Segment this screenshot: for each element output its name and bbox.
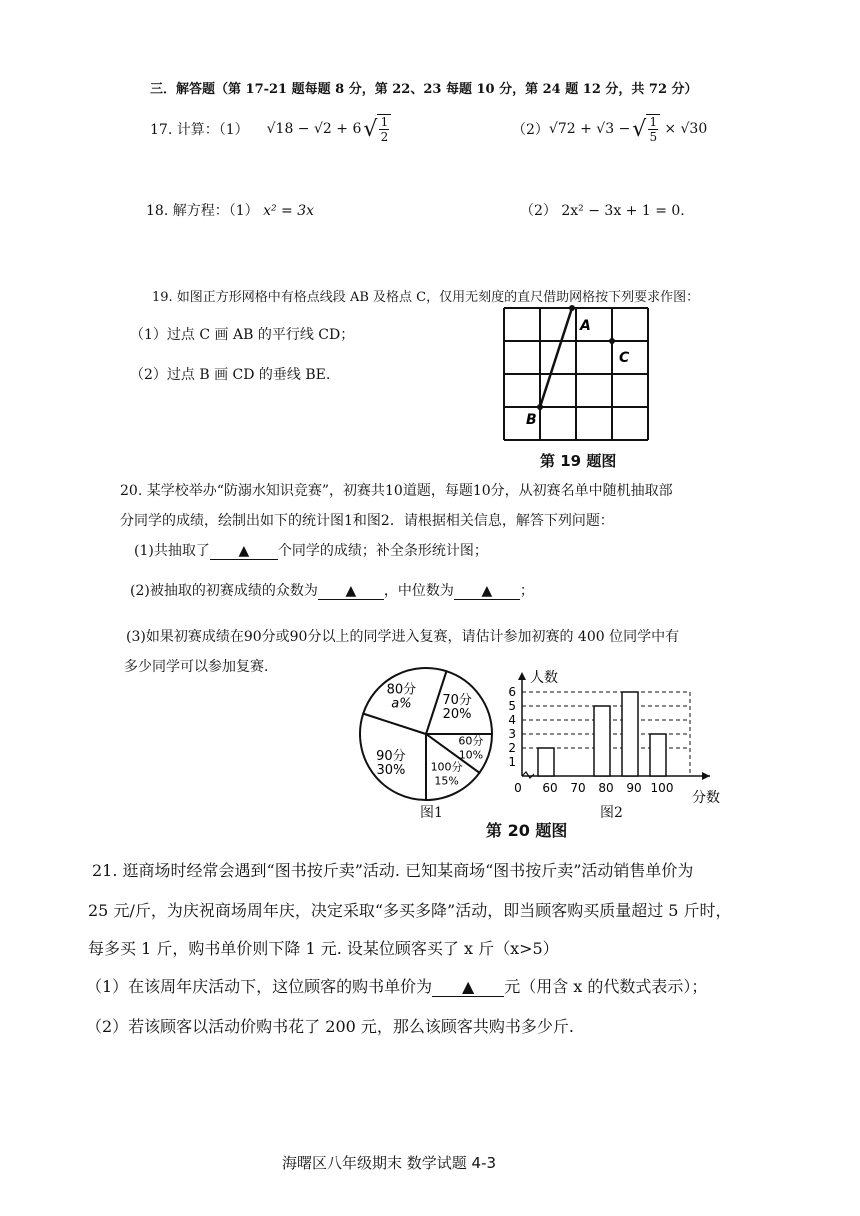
question-21-stem-line3: 每多买 1 斤，购书单价则下降 1 元. 设某位顾客买了 x 斤（x>5） [88, 939, 559, 958]
q19-figure-caption: 第 19 题图 [540, 452, 617, 470]
q20-part1-text-a: (1)共抽取了 [134, 543, 210, 559]
q17-expr2: √72 + √3 − [548, 121, 631, 137]
question-21-part1 [86, 974, 707, 997]
pie-slice-percent: 10% [458, 748, 484, 762]
q17-expr1: √18 − √2 + 6 [266, 121, 362, 137]
fig1-caption: 图1 [420, 805, 443, 821]
y-tick-label: 6 [508, 685, 516, 699]
y-tick-label: 3 [508, 727, 516, 741]
section-header: 三．解答题（第 17-21 题每题 8 分，第 22、23 每题 10 分，第 24 题 12 分，共 72 分） [150, 82, 698, 97]
q17-sqrt-frac-1: √ $\frac{1}{2}$ [363, 114, 391, 144]
bar-chart [500, 664, 750, 804]
q20-part2-text-c: ； [519, 583, 534, 599]
question-17-part2 [512, 114, 707, 144]
question-20-part3-line2: 多少同学可以参加复赛． [124, 659, 278, 675]
y-tick-label: 4 [508, 713, 516, 727]
q21-part1-blank: ▲ [432, 977, 504, 997]
bar [594, 706, 610, 776]
question-19-part1: （1）过点 C 画 AB 的平行线 CD； [130, 327, 355, 343]
q19-grid-figure [500, 304, 660, 450]
x-tick-label: 70 [570, 781, 586, 795]
q17-expr2-tail: × √30 [664, 121, 708, 137]
q20-part2-blank1: ▲ [318, 583, 384, 600]
question-18-part1 [146, 200, 314, 220]
q17-frac1-num: 1 [380, 115, 389, 129]
x-axis-label: 分数 [692, 790, 720, 804]
question-20-part1 [134, 540, 488, 560]
x-tick-label: 80 [598, 781, 614, 795]
y-tick-label: 1 [508, 755, 516, 769]
q17-sqrt-frac-2: √ $\frac{1}{5}$ [632, 114, 660, 144]
q21-part1-text-b: 元（用含 x 的代数式表示）； [504, 977, 708, 996]
fig2-caption: 图2 [600, 805, 623, 821]
question-20-stem-line2: 分同学的成绩，绘制出如下的统计图1和图2．请根据相关信息，解答下列问题： [120, 513, 614, 529]
point-A [569, 305, 575, 311]
segment-AB [540, 308, 572, 407]
q20-part1-blank: ▲ [210, 543, 278, 560]
q21-part1-text-a: （1）在该周年庆活动下，这位顾客的购书单价为 [86, 977, 433, 996]
q18-prefix: 18. 解方程：（1） [146, 203, 259, 219]
question-20-part2 [130, 580, 534, 600]
label-C: C [619, 350, 630, 366]
q18-eq1: x² = 3x [263, 203, 315, 219]
origin-label: 0 [514, 781, 522, 795]
x-tick-label: 100 [650, 781, 674, 795]
label-A: A [580, 318, 591, 334]
pie-slice-percent: 15% [434, 774, 459, 788]
q17-prefix: 17. 计算：（1） [150, 122, 249, 138]
y-tick-label: 2 [508, 741, 516, 755]
q20-figure-caption: 第 20 题图 [486, 821, 568, 840]
pie-slice-label: 90分 [376, 749, 406, 765]
q18-eq2: 2x² − 3x + 1 = 0. [561, 203, 685, 219]
q17-frac2-den: 5 [649, 130, 658, 144]
question-18-part2 [520, 200, 685, 220]
question-21-stem-line2: 25 元/斤，为庆祝商场周年庆，决定采取“多买多降”活动，即当顾客购买质量超过 5 斤时， [88, 901, 732, 920]
q18-part2-label: （2） [520, 203, 557, 219]
question-17-part1 [150, 114, 391, 144]
pie-slice-percent: a% [391, 696, 412, 712]
pie-slice-percent: 20% [442, 706, 472, 722]
y-tick-label: 5 [508, 699, 516, 713]
q17-part2-label: （2） [512, 122, 549, 138]
pie-slice-percent: 30% [376, 763, 406, 779]
question-21-part2: （2）若该顾客以活动价购书花了 200 元，那么该顾客共购书多少斤. [86, 1017, 574, 1036]
point-C [609, 338, 615, 344]
bar [622, 692, 638, 776]
bar [538, 748, 554, 776]
page-footer: 海曙区八年级期末 数学试题 4-3 [282, 1154, 497, 1172]
q17-frac1-den: 2 [380, 130, 389, 144]
q20-part1-text-b: 个同学的成绩；补全条形统计图； [277, 543, 488, 559]
question-20-part3-line1: (3)如果初赛成绩在90分或90分以上的同学进入复赛，请估计参加初赛的 400 位同学中有 [126, 629, 680, 645]
pie-slice-label: 60分 [458, 734, 484, 748]
question-19-stem: 19. 如图正方形网格中有格点线段 AB 及格点 C，仅用无刻度的直尺借助网格按下列要求作图： [152, 290, 700, 305]
q17-frac2-num: 1 [649, 115, 658, 129]
x-tick-label: 60 [542, 781, 558, 795]
question-21-stem-line1: 21. 逛商场时经常会遇到“图书按斤卖”活动. 已知某商场“图书按斤卖”活动销售单价为 [92, 861, 694, 880]
question-20-stem-line1: 20. 某学校举办“防溺水知识竞赛”，初赛共10道题，每题10分，从初赛名单中随机抽取部 [120, 483, 673, 499]
point-B [537, 404, 543, 410]
pie-slice-label: 80分 [386, 682, 417, 698]
label-B: B [526, 412, 537, 428]
x-tick-label: 90 [626, 781, 642, 795]
pie-slice-label: 70分 [442, 692, 472, 708]
q20-part2-text-a: (2)被抽取的初赛成绩的众数为 [130, 583, 318, 599]
q20-part2-blank2: ▲ [454, 583, 520, 600]
q20-part2-text-b: ，中位数为 [383, 583, 454, 599]
pie-slice-label: 100分 [430, 760, 463, 774]
bar [650, 734, 666, 776]
y-axis-label: 人数 [530, 670, 558, 686]
pie-chart [356, 664, 496, 804]
question-19-part2: （2）过点 B 画 CD 的垂线 BE. [130, 367, 331, 383]
